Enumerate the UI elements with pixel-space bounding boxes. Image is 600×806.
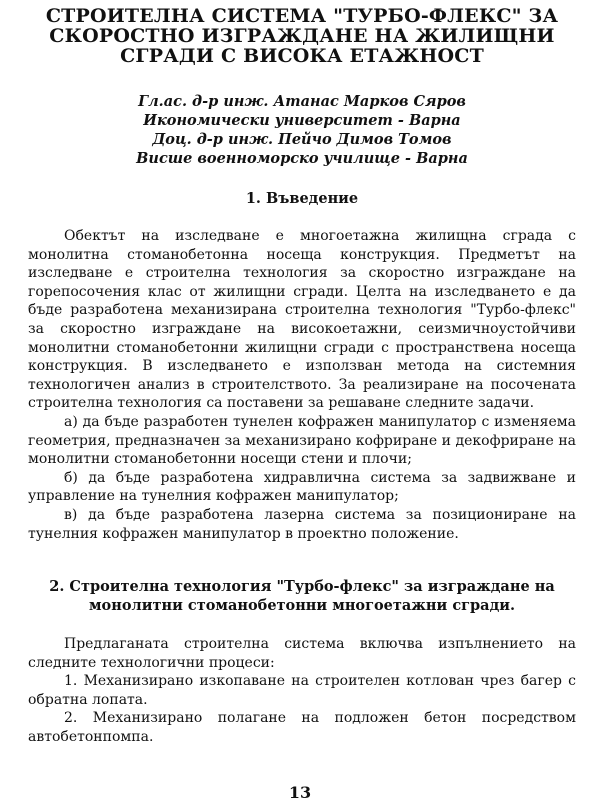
intro-paragraph: Обектът на изследване е многоетажна жилищна сграда с монолитна стоманобетонна носеща конструкция. Предметът на изследване е строителна технология за скоростно изграждане на горепосочения клас от жилищни сгради. Целта на изследването е да бъде разработена механизирана строителна технология "Турбо-флекс" за скоростно изграждане на високоетажни, сеизмичноустойчиви монолитни стоманобетонни жилищни сгради с пространствена носеща конструкция. В изследването е използван метода на системния технологичен анализ в строителството. За реализиране на посочената строителна технология са поставени за решаване следните задачи. xyxy=(28,228,576,412)
section-heading-line: 2. Строителна технология "Турбо-флекс" за изграждане на xyxy=(49,578,555,596)
authors-block xyxy=(28,92,576,168)
process-item: 1. Механизирано изкопаване на строителен котлован чрез багер с обратна лопата. xyxy=(28,673,576,708)
task-item: в) да бъде разработена лазерна система за позициониране на тунелния кофражен манипулатор в проектно положение. xyxy=(28,506,576,542)
author-name: Гл.ас. д-р инж. Атанас Марков Сяров xyxy=(138,93,466,110)
document-page xyxy=(0,6,600,806)
title-line: СКОРОСТНО ИЗГРАЖДАНЕ НА ЖИЛИЩНИ xyxy=(49,25,555,47)
page-number: 13 xyxy=(288,783,312,802)
section-heading: 1. Въведение xyxy=(245,190,359,207)
section-heading-line: монолитни стоманобетонни многоетажни сгради. xyxy=(88,597,516,615)
process-item: 2. Механизирано полагане на подложен бетон посредством автобетонпомпа. xyxy=(28,710,576,746)
section-heading xyxy=(28,577,576,615)
author-affiliation: Висше военноморско училище - Варна xyxy=(136,150,468,167)
section-paragraph: Предлаганата строителна система включва изпълнението на следните технологични процеси: xyxy=(28,636,576,671)
title-line: СГРАДИ С ВИСОКА ЕТАЖНОСТ xyxy=(120,45,484,67)
title-line: СТРОИТЕЛНА СИСТЕМА "ТУРБО-ФЛЕКС" ЗА xyxy=(45,5,559,27)
author-name: Доц. д-р инж. Пейчо Димов Томов xyxy=(152,131,452,148)
task-item: а) да бъде разработен тунелен кофражен манипулатор с изменяема геометрия, предназначен за механизирано кофриране и декофриране на монолитни стоманобетонни носещи стени и плочи; xyxy=(28,413,576,468)
task-item: б) да бъде разработена хидравлична система за задвижване и управление на тунелния кофражен манипулатор; xyxy=(28,469,576,505)
author-affiliation: Икономически университет - Варна xyxy=(143,112,461,129)
paper-title xyxy=(28,6,576,66)
